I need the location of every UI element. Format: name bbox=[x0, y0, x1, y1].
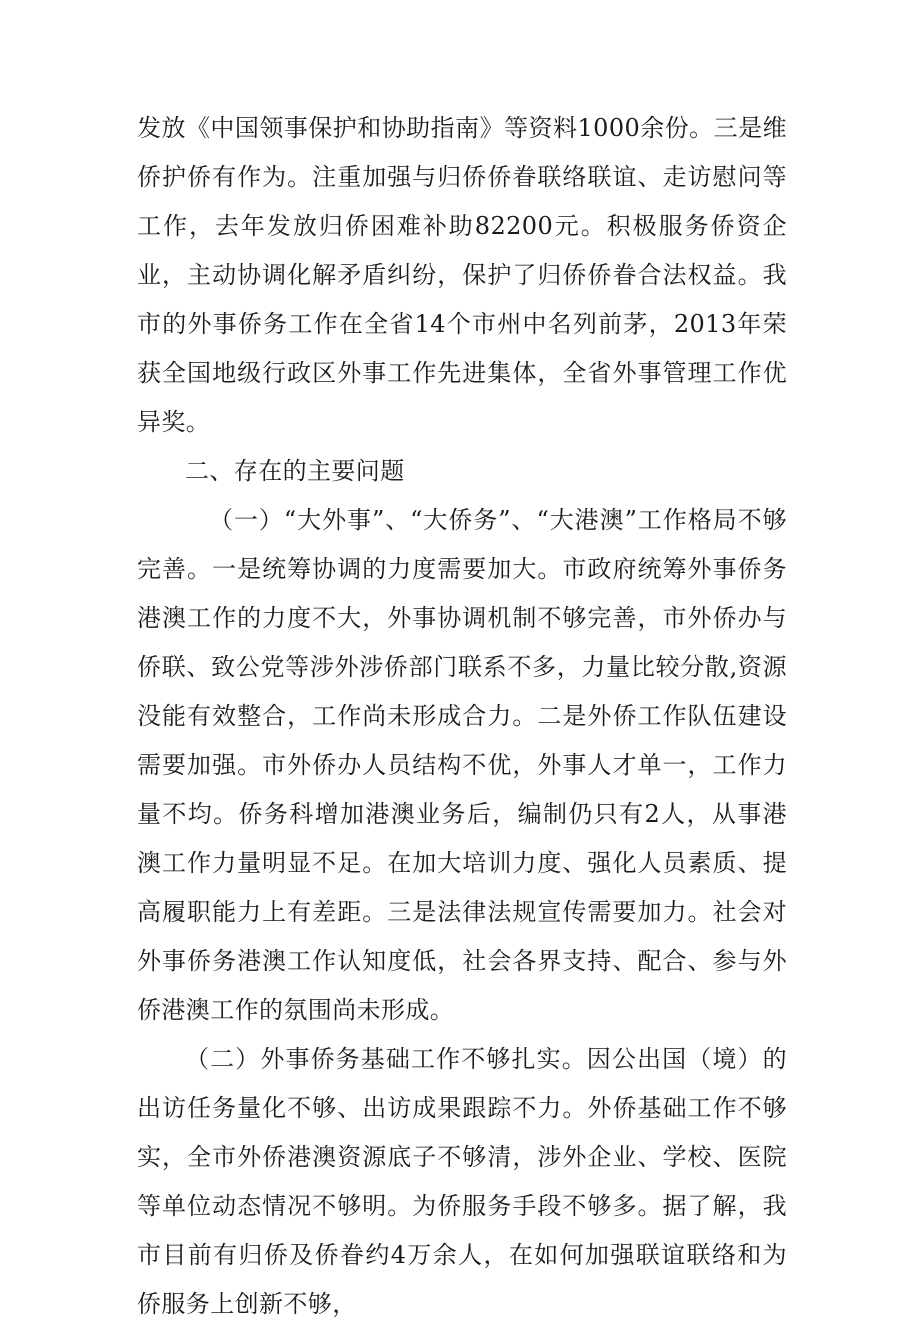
paragraph-problem-two: （二）外事侨务基础工作不够扎实。因公出国（境）的出访任务量化不够、出访成果跟踪不力。外侨基础工作不够实，全市外侨港澳资源底子不够清，涉外企业、学校、医院等单位动态情况不够明。为侨服务手段不够多。据了解，我市目前有归侨及侨眷约4万余人，在如何加强联谊联络和为侨服务上创新不够， bbox=[137, 1045, 787, 1318]
document-body bbox=[137, 104, 787, 1329]
paragraph-problem-one: （一）“大外事”、“大侨务”、“大港澳”工作格局不够完善。一是统筹协调的力度需要加大。市政府统筹外事侨务港澳工作的力度不大，外事协调机制不够完善，市外侨办与侨联、致公党等涉外涉侨部门联系不多，力量比较分散,资源没能有效整合，工作尚未形成合力。二是外侨工作队伍建设需要加强。市外侨办人员结构不优，外事人才单一，工作力量不均。侨务科增加港澳业务后，编制仍只有2人，从事港澳工作力量明显不足。在加大培训力度、强化人员素质、提高履职能力上有差距。三是法律法规宣传需要加力。社会对外事侨务港澳工作认知度低，社会各界支持、配合、参与外侨港澳工作的氛围尚未形成。 bbox=[137, 506, 787, 1024]
paragraph-continuation: 发放《中国领事保护和协助指南》等资料1000余份。三是维侨护侨有作为。注重加强与归侨侨眷联络联谊、走访慰问等工作，去年发放归侨困难补助82200元。积极服务侨资企业，主动协调化解矛盾纠纷，保护了归侨侨眷合法权益。我市的外事侨务工作在全省14个市州中名列前茅，2013年荣获全国地级行政区外事工作先进集体，全省外事管理工作优异奖。 bbox=[137, 114, 787, 436]
section-heading-main-problems: 二、存在的主要问题 bbox=[185, 457, 405, 485]
